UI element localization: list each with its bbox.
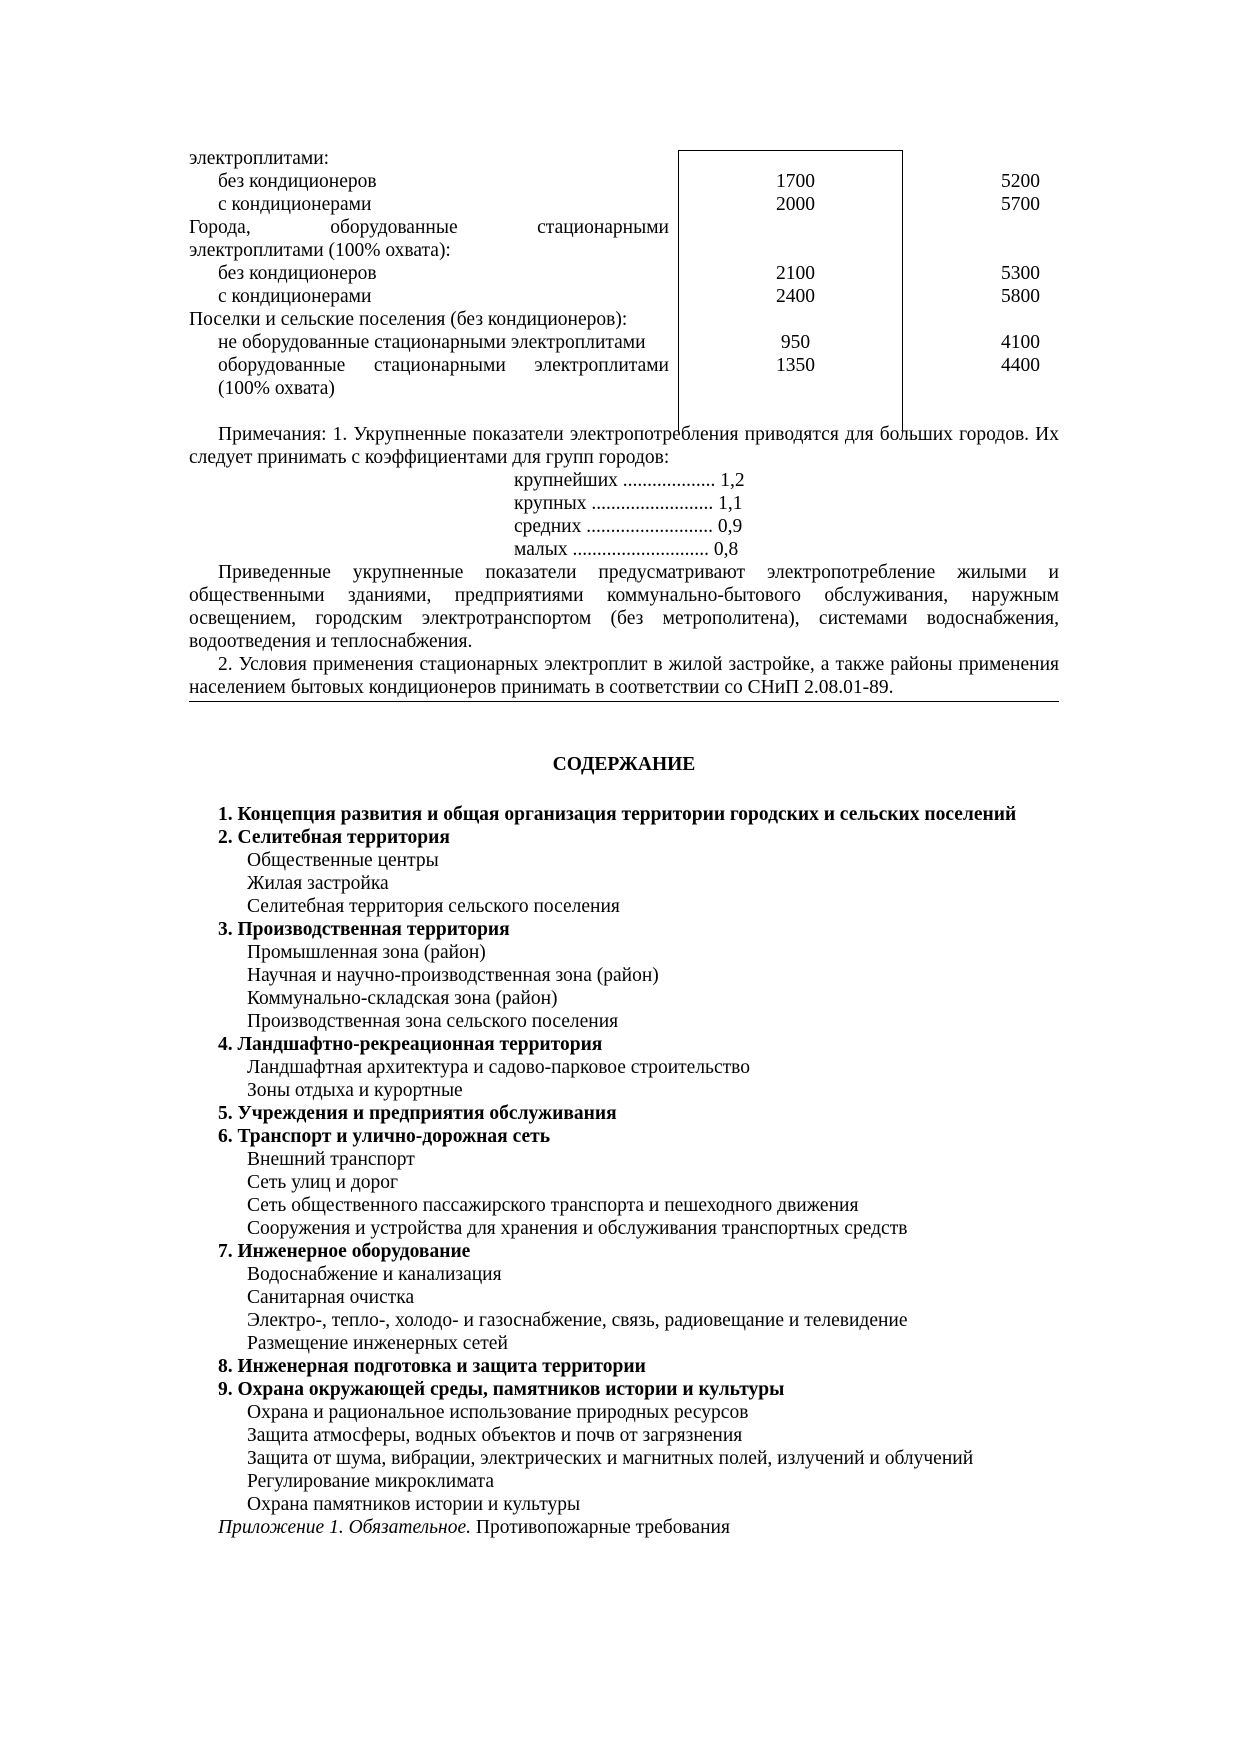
table-column-divider-left [678,150,679,433]
table-row [189,193,1059,216]
table-cell-label: Поселки и сельские поселения (без кондиционеров): [189,309,628,330]
table-column-divider-right [902,150,903,433]
toc-appendix[interactable] [189,1516,1059,1539]
toc-subsection[interactable]: Защита от шума, вибрации, электрических и магнитных полей, излучений и облучений [247,1448,974,1469]
toc-subsection[interactable]: Промышленная зона (район) [247,942,486,963]
toc-section[interactable]: 6. Транспорт и улично-дорожная сеть [218,1126,551,1147]
table-cell-label: с кондиционерами [218,194,372,215]
toc-subsection[interactable]: Санитарная очистка [247,1287,415,1308]
table-row [189,331,1059,354]
table-cell-label: не оборудованные стационарными электроплитами [218,332,646,353]
table-row [189,354,1059,400]
toc-section[interactable]: 7. Инженерное оборудование [218,1241,471,1262]
coefficient-item: средних .......................... 0,9 [514,516,743,537]
table-cell-value-1: 2000 [776,194,815,215]
table-cell-value-2: 5700 [1001,194,1040,215]
toc-title: СОДЕРЖАНИЕ [552,754,696,775]
table-cell-value-1: 950 [780,332,811,353]
toc-subsection[interactable]: Водоснабжение и канализация [247,1264,502,1285]
table-cell-value-1: 1350 [776,355,815,376]
table-cell-label: с кондиционерами [218,286,372,307]
note-paragraph: Приведенные укрупненные показатели предусматривают электропотребление жилыми и общественными зданиями, предприятиями коммунально-бытового обслуживания, наружным освещением, городским электротранспортом (без метрополитена), системами водоснабжения, водоотведения и теплоснабжения. [189,562,1059,652]
toc-subsection[interactable]: Охрана памятников истории и культуры [247,1494,581,1515]
table-top-border [678,150,902,151]
toc-subsection[interactable]: Селитебная территория сельского поселения [247,896,620,917]
toc-section[interactable]: 5. Учреждения и предприятия обслуживания [218,1103,617,1124]
toc-appendix-text: Противопожарные требования [471,1517,730,1538]
note-2: 2. Условия применения стационарных электроплит в жилой застройке, а также районы применения населением бытовых кондиционеров принимать в соответствии со СНиП 2.08.01-89. [189,653,1059,702]
table-row [189,285,1059,308]
table-cell-value-2: 5300 [1001,263,1040,284]
toc-subsection[interactable]: Внешний транспорт [247,1149,415,1170]
table-row [189,308,1059,331]
toc-section[interactable]: 9. Охрана окружающей среды, памятников истории и культуры [218,1379,785,1400]
table-row [189,216,1059,239]
table-cell-label: без кондиционеров [218,171,377,192]
toc-subsection[interactable]: Охрана и рациональное использование природных ресурсов [247,1402,749,1423]
table-cell-label: без кондиционеров [218,263,377,284]
consumption-table [189,147,1059,400]
table-of-contents [189,803,1059,1516]
table-cell-label: электроплитами: [189,148,330,169]
toc-subsection[interactable]: Регулирование микроклимата [247,1471,494,1492]
table-row [189,239,1059,262]
toc-subsection[interactable]: Жилая застройка [247,873,389,894]
toc-section[interactable]: 1. Концепция развития и общая организация территории городских и сельских поселений [218,804,1017,825]
table-row [189,147,1059,170]
toc-subsection[interactable]: Сеть общественного пассажирского транспорта и пешеходного движения [247,1195,859,1216]
table-cell-label: электроплитами (100% охвата): [189,240,451,261]
table-cell-label: Города, оборудованные стационарными [189,217,669,238]
table-cell-value-2: 4100 [1001,332,1040,353]
coefficient-item: крупных ......................... 1,1 [514,493,743,514]
table-body [189,147,1059,400]
table-cell-value-1: 2400 [776,286,815,307]
coefficient-item: крупнейших ................... 1,2 [514,470,745,491]
toc-section[interactable]: 4. Ландшафтно-рекреационная территория [218,1034,603,1055]
toc-section[interactable]: 2. Селитебная территория [218,827,450,848]
toc-subsection[interactable]: Размещение инженерных сетей [247,1333,508,1354]
toc-subsection[interactable]: Сооружения и устройства для хранения и обслуживания транспортных средств [247,1218,908,1239]
toc-section[interactable]: 8. Инженерная подготовка и защита территории [218,1356,646,1377]
toc-subsection[interactable]: Ландшафтная архитектура и садово-парковое строительство [247,1057,750,1078]
toc-appendix-label: Приложение 1. Обязательное. [218,1517,471,1538]
toc-subsection[interactable]: Сеть улиц и дорог [247,1172,399,1193]
table-cell-value-1: 1700 [776,171,815,192]
notes-section [189,423,1059,702]
toc-subsection[interactable]: Электро-, тепло-, холодо- и газоснабжение, связь, радиовещание и телевидение [247,1310,908,1331]
table-cell-value-2: 5200 [1001,171,1040,192]
table-row [189,262,1059,285]
document-page [189,147,1059,1539]
note-1: Примечания: 1. Укрупненные показатели электропотребления приводятся для больших городов. Их следует принимать с коэффициентами для групп городов: [189,424,1059,468]
toc-subsection[interactable]: Производственная зона сельского поселения [247,1011,619,1032]
toc-subsection[interactable]: Защита атмосферы, водных объектов и почв от загрязнения [247,1425,743,1446]
table-cell-label: оборудованные стационарными электроплитами (100% охвата) [218,355,669,399]
toc-subsection[interactable]: Коммунально-складская зона (район) [247,988,558,1009]
toc-subsection[interactable]: Общественные центры [247,850,439,871]
table-row [189,170,1059,193]
table-cell-value-2: 4400 [1001,355,1040,376]
table-cell-value-1: 2100 [776,263,815,284]
toc-section[interactable]: 3. Производственная территория [218,919,510,940]
toc-subsection[interactable]: Научная и научно-производственная зона (район) [247,965,659,986]
toc-subsection[interactable]: Зоны отдыха и курортные [247,1080,463,1101]
coefficients-list [514,469,774,561]
table-cell-value-2: 5800 [1001,286,1040,307]
coefficient-item: малых ............................ 0,8 [514,539,739,560]
